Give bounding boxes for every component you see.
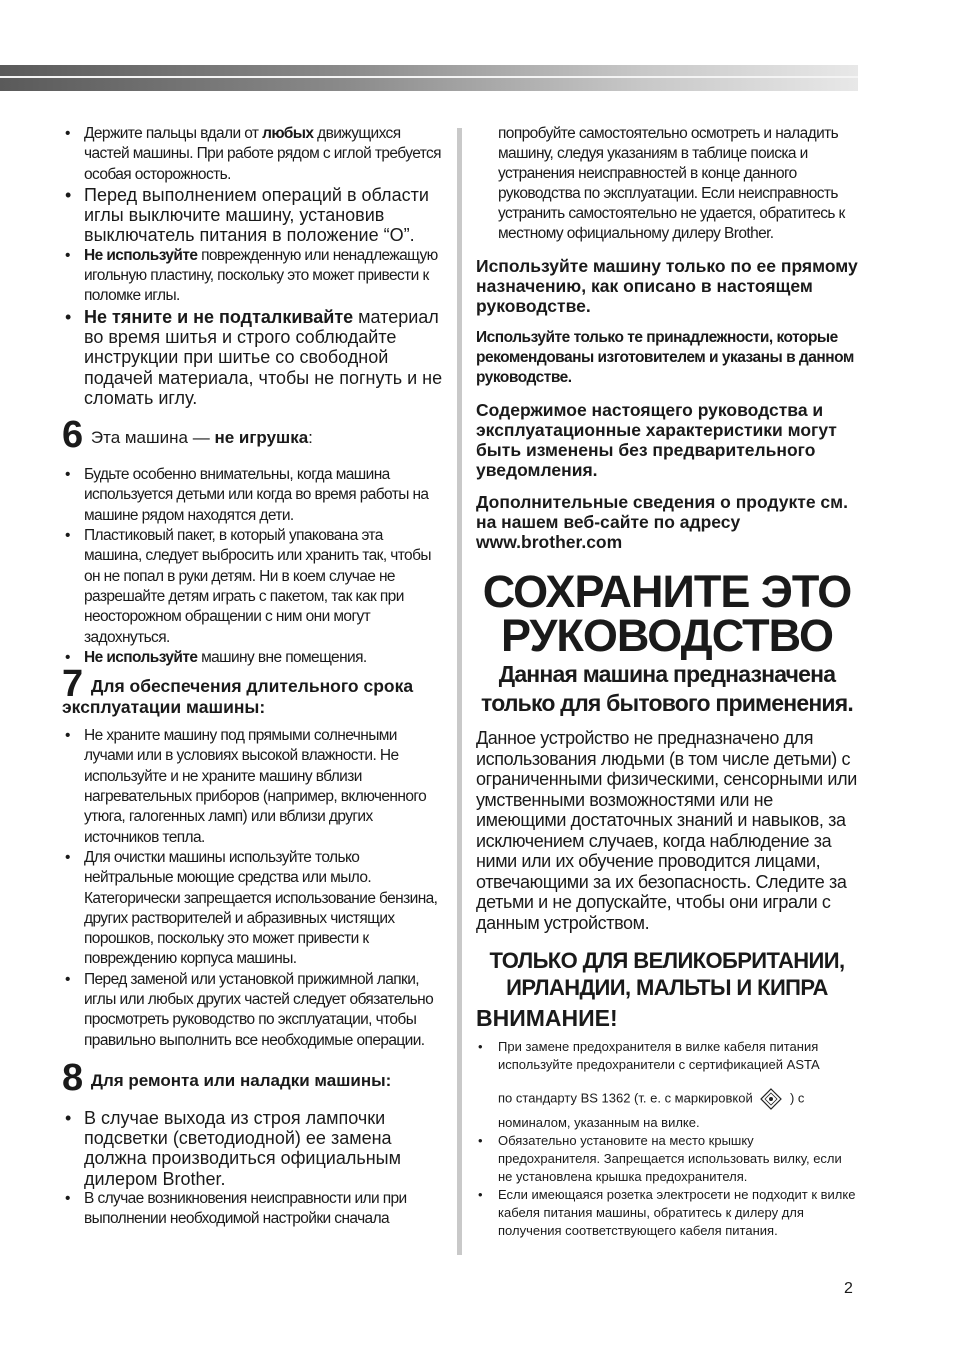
bullet-text: движущихся частей машины. При работе рядом с иглой требуется особая осторожность.: [84, 125, 441, 183]
list-item: [62, 848, 444, 970]
bullet-text: Для очистки машины используйте только нейтральные моющие средства или мыло. Категорически запрещается использование бензина, других растворителей и абразивных чистящих порошков, поскольку это может привести к повреждению корпуса машины.: [84, 848, 438, 968]
section-6-heading: [62, 414, 444, 457]
uk-line-2: ИРЛАНДИИ, МАЛЬТЫ И КИПРА: [506, 975, 828, 1000]
list-item: [62, 246, 444, 307]
list-item: [62, 185, 444, 246]
fuse-line-3: номиналом, указанным на вилке.: [498, 1115, 700, 1130]
household-line-1: Данная машина предназначена: [498, 661, 836, 687]
list-item: [62, 1108, 444, 1189]
section-6-list: [62, 465, 444, 668]
section-6-title-pre: Эта машина —: [90, 428, 215, 448]
bullet-emphasis: Не тяните и не подталкивайте: [84, 306, 354, 327]
section-8-title: Для ремонта или наладки машины:: [90, 1070, 392, 1090]
section-7-heading: [62, 663, 444, 718]
list-item: [62, 465, 444, 526]
section-7-number: 7: [62, 663, 83, 706]
bullet-text: Не храните машину под прямыми солнечными лучами или в условиях высокой влажности. Не используйте и не храните машину вблизи нагревательных приборов (например, включенного утюга, галогенных ламп) или вблизи других источников тепла.: [84, 727, 427, 846]
fuse-line-2-post: ) с: [789, 1090, 805, 1106]
bullet-text: машину вне помещения.: [197, 648, 367, 666]
safety-list-top: [62, 124, 444, 408]
header-highlight-line: [0, 76, 858, 78]
bullet-text: В случае возникновения неисправности или при выполнении необходимой настройки сначала: [84, 1190, 407, 1228]
section-8-list: [62, 1108, 444, 1230]
fuse-line-1: При замене предохранителя в вилке кабеля питания используйте предохранители с сертификацией ASTA: [498, 1039, 820, 1072]
bullet-text: поврежденную или ненадлежащую игольную пластину, поскольку это может привести к поломке иглы.: [84, 246, 438, 305]
column-divider: [457, 128, 462, 1255]
household-line-2: только для бытового применения.: [481, 690, 853, 716]
household-subtitle: [476, 660, 858, 718]
use-only-notice: Используйте машину только по ее прямому назначению, как описано в настоящем руководстве.: [476, 256, 858, 316]
bullet-emphasis: любых: [262, 125, 314, 142]
list-item: [62, 726, 444, 848]
list-item: [62, 307, 444, 408]
list-item: [62, 648, 444, 668]
fuse-line-2-pre: по стандарту BS 1362 (т. е. с маркировкой: [498, 1090, 753, 1106]
bullet-emphasis: Не используйте: [84, 246, 198, 264]
socket-text: Если имеющаяся розетка электросети не подходит к вилке кабеля питания машины, обратитесь к дилеру для получения соответствующего кабеля питания.: [498, 1187, 856, 1238]
list-item: [62, 526, 444, 648]
bullet-text: Будьте особенно внимательны, когда машина используется детьми или когда во время работы на машине рядом находятся дети.: [84, 466, 429, 524]
attention-heading: ВНИМАНИЕ!: [476, 1005, 618, 1031]
page-number: 2: [844, 1280, 853, 1297]
bullet-text: Перед заменой или установкой прижимной лапки, иглы или любых других частей следует обязательно просмотреть руководство по эксплуатации, чтобы правильно выполнить все необходимые операции.: [84, 970, 434, 1049]
save-title-line-1: СОХРАНИТЕ ЭТО: [482, 566, 852, 617]
contents-change-notice: Содержимое настоящего руководства и эксплуатационные характеристики могут быть изменены без предварительного уведомления.: [476, 400, 837, 480]
list-item: [62, 124, 444, 185]
list-item: [476, 1132, 858, 1186]
uk-line-1: ТОЛЬКО ДЛЯ ВЕЛИКОБРИТАНИИ,: [489, 948, 845, 973]
section-7-list: [62, 726, 444, 1051]
list-item: [62, 970, 444, 1051]
bullet-text: Перед выполнением операций в области иглы выключите машину, установив выключатель питания в положение “O”.: [84, 184, 429, 246]
save-manual-title: [476, 566, 858, 661]
section-8-heading: [62, 1057, 444, 1100]
bullet-text: В случае выхода из строя лампочки подсветки (светодиодной) ее замена должна производиться официальным дилером Brother.: [84, 1107, 401, 1189]
bullet-text: материал во время шитья и строго соблюдайте инструкции при шитье со свободной подачей материала, чтобы не погнуть и не сломать иглу.: [84, 306, 443, 408]
right-column: [476, 124, 858, 1240]
more-info-notice: Дополнительные сведения о продукте см. на нашем веб-сайте по адресу www.brother.com: [476, 492, 848, 552]
bullet-text: Держите пальцы вдали от: [84, 125, 263, 142]
section-8-number: 8: [62, 1056, 83, 1099]
section-6-title-post: :: [308, 428, 313, 448]
section-6-title-bold: не игрушка: [214, 428, 309, 448]
fuse-list: [476, 1038, 858, 1240]
list-item: [62, 1189, 444, 1230]
uk-heading: [476, 947, 858, 1001]
accessories-notice: Используйте только те принадлежности, которые рекомендованы изготовителем и указаны в данном руководстве.: [476, 329, 854, 386]
save-title-line-2: РУКОВОДСТВО: [501, 610, 833, 661]
bullet-emphasis: Не используйте: [84, 648, 198, 666]
list-item: [476, 1186, 858, 1240]
list-item: [476, 1038, 858, 1132]
header-gradient-bar: [0, 65, 858, 91]
fuse-line-2: [498, 1088, 858, 1110]
disability-paragraph: Данное устройство не предназначено для использования людьми (в том числе детьми) с ограниченными физическими, сенсорными или умственными возможностями или не имеющими достаточных знаний и навыков, за исключением случаев, когда наблюдение за ними или их обучение проводится лицами, отвечающими за их безопасность. Следите за детьми и не допускайте, чтобы они играли с данным устройством.: [476, 728, 857, 933]
section-7-title: Для обеспечения длительного срока эксплуатации машины:: [62, 676, 414, 718]
fuse-cover-text: Обязательно установите на место крышку предохранителя. Запрещается использовать вилку, если не установлена крышка предохранителя.: [498, 1133, 842, 1184]
section-6-number: 6: [62, 414, 83, 457]
bsi-kitemark-icon: [760, 1088, 782, 1110]
bullet-text: Пластиковый пакет, в который упакована эта машина, следует выбросить или хранить так, чтобы он не попал в руки детям. Ни в коем случае не разрешайте детям играть с пакетом, так как при неосторожном обращении с ним они могут задохнуться.: [84, 527, 431, 646]
left-column: [62, 124, 444, 1230]
repair-continuation: попробуйте самостоятельно осмотреть и наладить машину, следуя указаниям в таблице поиска и устранения неисправностей в конце данного руководства по эксплуатации. Если неисправность устранить самостоятельно не удается, обратитесь к местному официальному дилеру Brother.: [498, 125, 845, 242]
